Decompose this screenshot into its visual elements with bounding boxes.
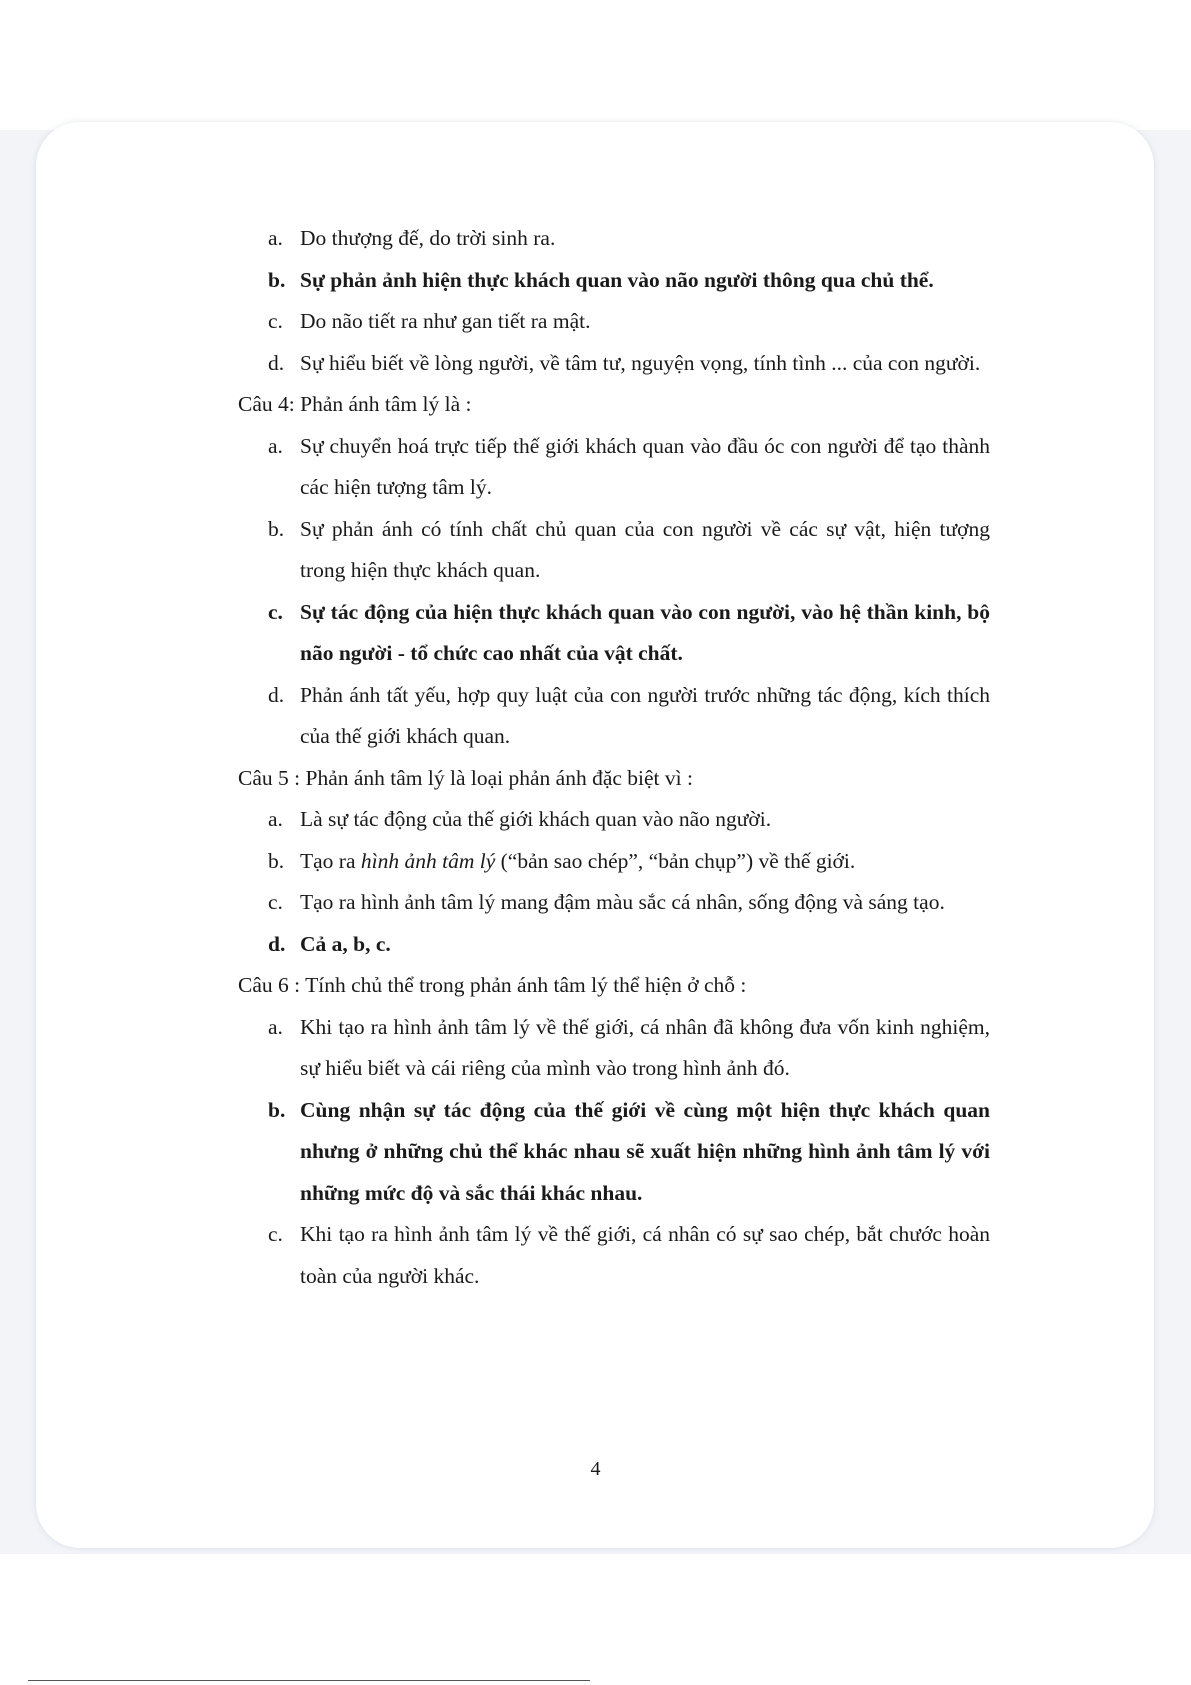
option-5d-answer xyxy=(268,924,990,966)
question-6: Câu 6 : Tính chủ thể trong phản ánh tâm lý thể hiện ở chỗ : xyxy=(238,973,747,997)
option-4d xyxy=(268,675,990,758)
question-5: Câu 5 : Phản ánh tâm lý là loại phản ánh đặc biệt vì : xyxy=(238,765,693,790)
option-6b-answer xyxy=(268,1090,990,1215)
option-5a xyxy=(268,799,990,841)
option-6a xyxy=(268,1007,990,1090)
option-4a xyxy=(268,426,990,509)
option-4b xyxy=(268,509,990,592)
page-number: 4 xyxy=(590,1458,601,1480)
option-text: Do não tiết ra như gan tiết ra mật. xyxy=(300,309,591,333)
option-text: Tạo ra hình ảnh tâm lý mang đậm màu sắc cá nhân, sống động và sáng tạo. xyxy=(300,890,945,914)
option-text: Phản ánh tất yếu, hợp quy luật của con người trước những tác động, kích thích của thế giới khách quan. xyxy=(300,682,990,748)
option-text: Sự tác động của hiện thực khách quan vào con người, vào hệ thần kinh, bộ não người - tổ chức cao nhất của vật chất. xyxy=(300,599,990,665)
option-letter: a. xyxy=(268,807,283,831)
option-5b xyxy=(268,841,990,883)
option-letter: b. xyxy=(268,1097,286,1122)
option-letter: d. xyxy=(268,350,285,375)
option-text: Sự chuyển hoá trực tiếp thế giới khách quan vào đầu óc con người để tạo thành các hiện tượng tâm lý. xyxy=(300,433,990,499)
option-letter: d. xyxy=(268,931,286,956)
option-text-after: (“bản sao chép”, “bản chụp”) về thế giới. xyxy=(495,848,856,873)
option-text: Do thượng đế, do trời sinh ra. xyxy=(300,226,556,250)
document-content xyxy=(238,218,990,1297)
option-letter: b. xyxy=(268,267,286,292)
option-letter: c. xyxy=(268,1222,283,1246)
option-letter: a. xyxy=(268,226,283,250)
footnote-divider xyxy=(28,1680,590,1681)
option-text: Sự phản ảnh hiện thực khách quan vào não người thông qua chủ thể. xyxy=(300,267,934,292)
option-text: Khi tạo ra hình ảnh tâm lý về thế giới, cá nhân có sự sao chép, bắt chước hoàn toàn của người khác. xyxy=(300,1222,990,1288)
option-letter: d. xyxy=(268,682,285,707)
question-4: Câu 4: Phản ánh tâm lý là : xyxy=(238,392,472,416)
option-text xyxy=(300,841,990,883)
option-letter: a. xyxy=(268,433,283,458)
option-text: Sự phản ánh có tính chất chủ quan của con người về các sự vật, hiện tượng trong hiện thực khách quan. xyxy=(300,516,990,582)
option-5c xyxy=(268,882,990,924)
option-3b-answer xyxy=(268,260,990,302)
option-letter: c. xyxy=(268,309,283,333)
option-text: Khi tạo ra hình ảnh tâm lý về thế giới, cá nhân đã không đưa vốn kinh nghiệm, sự hiểu biết và cái riêng của mình vào trong hình ảnh đó. xyxy=(300,1014,990,1080)
option-3a xyxy=(268,218,990,260)
option-letter: b. xyxy=(268,516,285,541)
option-text: Cả a, b, c. xyxy=(300,931,391,956)
option-text: Là sự tác động của thế giới khách quan vào não người. xyxy=(300,807,772,831)
option-3c xyxy=(268,301,990,343)
option-4c-answer xyxy=(268,592,990,675)
option-letter: c. xyxy=(268,599,283,624)
top-background xyxy=(0,0,1191,130)
option-text-before: Tạo ra xyxy=(300,848,361,873)
option-3d xyxy=(268,343,990,385)
option-text: Sự hiểu biết về lòng người, về tâm tư, nguyện vọng, tính tình ... của con người. xyxy=(300,350,981,375)
option-letter: c. xyxy=(268,890,283,914)
option-text-italic: hình ảnh tâm lý xyxy=(360,848,496,873)
option-letter: b. xyxy=(268,848,285,873)
option-letter: a. xyxy=(268,1014,283,1039)
option-text: Cùng nhận sự tác động của thế giới về cùng một hiện thực khách quan nhưng ở những chủ thể khác nhau sẽ xuất hiện những hình ảnh tâm lý với những mức độ và sắc thái khác nhau. xyxy=(300,1097,990,1205)
option-6c xyxy=(268,1214,990,1297)
